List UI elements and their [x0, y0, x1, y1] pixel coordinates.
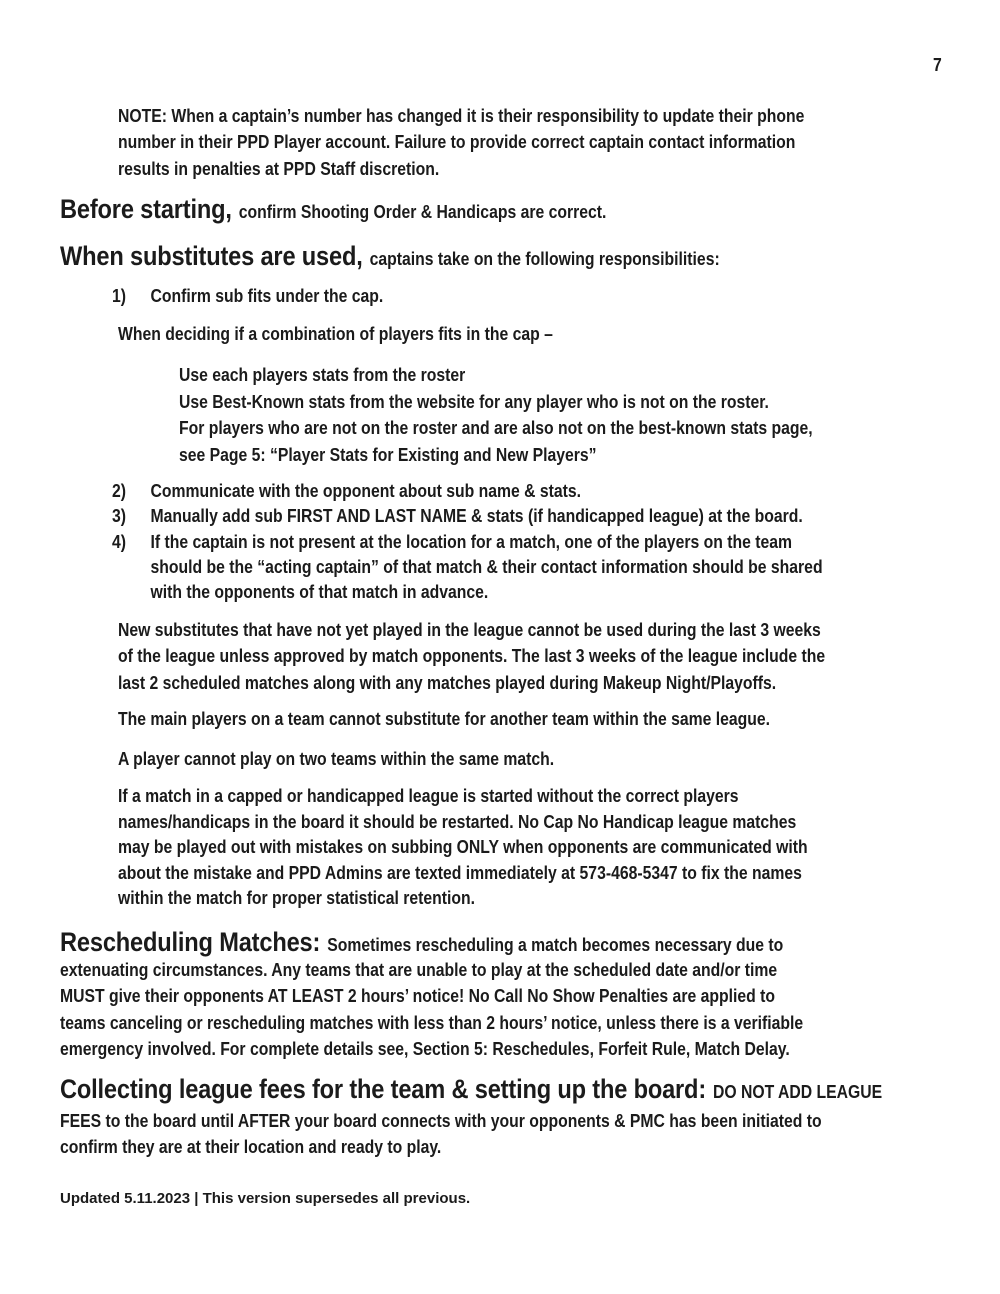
- instruction-line: Use each players stats from the roster: [179, 365, 466, 385]
- two-teams-paragraph: A player cannot play on two teams within the same match.: [118, 749, 555, 769]
- paragraph-line: teams canceling or rescheduling matches with less than 2 hours’ notice, unless there is a verifiable: [60, 1012, 804, 1033]
- note-line: NOTE: When a captain’s number has changed it is their responsibility to update their phone: [118, 106, 805, 126]
- section-heading-before-starting: Before starting,: [60, 194, 232, 224]
- paragraph-line: last 2 scheduled matches along with any matches played during Makeup Night/Playoffs.: [118, 672, 777, 693]
- capped-league-paragraph: [118, 784, 906, 912]
- list-item-3: [112, 504, 823, 529]
- section-heading-collecting-fees: Collecting league fees for the team & setting up the board:: [60, 1074, 707, 1104]
- section-heading-when-substitutes: When substitutes are used,: [60, 241, 363, 271]
- note-line: results in penalties at PPD Staff discretion.: [118, 158, 440, 179]
- list-item-1: [112, 283, 383, 309]
- section-before-starting: [60, 192, 606, 231]
- list-item-number: 4): [112, 531, 127, 552]
- paragraph-line: confirm they are at their location and ready to play.: [60, 1137, 442, 1157]
- collecting-fees-paragraph: [60, 1108, 930, 1160]
- section-collecting-fees-first-line: DO NOT ADD LEAGUE: [713, 1082, 883, 1102]
- paragraph-line: may be played out with mistakes on subbing ONLY when opponents are communicated with: [118, 837, 808, 858]
- paragraph-line: names/handicaps in the board it should be restarted. No Cap No Handicap league matches: [118, 811, 797, 832]
- paragraph-line: New substitutes that have not yet played in the league cannot be used during the last 3 weeks: [118, 620, 821, 640]
- main-players-paragraph: The main players on a team cannot substitute for another team within the same league.: [118, 709, 771, 729]
- list-item-number: [112, 580, 151, 605]
- list-item-number: 3): [112, 506, 127, 527]
- section-collecting-fees: [60, 1072, 882, 1111]
- list-item-text: with the opponents of that match in advance.: [150, 582, 489, 603]
- list-item-text: Confirm sub fits under the cap.: [150, 286, 384, 306]
- list-item-number: [112, 555, 151, 580]
- list-item-text: should be the “acting captain” of that match & their contact information should be shared: [150, 556, 823, 577]
- when-deciding-paragraph: When deciding if a combination of players fits in the cap –: [118, 324, 553, 344]
- version-footer: Updated 5.11.2023 | This version supersedes all previous.: [60, 1190, 471, 1207]
- instruction-line: Use Best-Known stats from the website for any player who is not on the roster.: [179, 391, 769, 412]
- rescheduling-paragraph: [60, 957, 909, 1063]
- paragraph-line: within the match for proper statistical retention.: [118, 888, 476, 909]
- list-item-number: 2): [112, 481, 127, 501]
- sub-stats-instructions: [179, 362, 903, 468]
- section-heading-rescheduling: Rescheduling Matches:: [60, 927, 321, 957]
- instruction-line: see Page 5: “Player Stats for Existing and New Players”: [179, 444, 597, 465]
- instruction-line: For players who are not on the roster and are also not on the best-known stats page,: [179, 418, 813, 438]
- list-item-4-wrap: [112, 555, 823, 580]
- list-item-4: [112, 530, 823, 555]
- section-rescheduling-first-line: Sometimes rescheduling a match becomes necessary due to: [327, 935, 784, 955]
- section-when-substitutes-text: captains take on the following responsibilities:: [369, 249, 720, 269]
- note-line: number in their PPD Player account. Failure to provide correct captain contact information: [118, 132, 796, 153]
- list-item-2: [112, 479, 823, 504]
- paragraph-line: about the mistake and PPD Admins are texted immediately at 573-468-5347 to fix the names: [118, 862, 802, 883]
- paragraph-line: extenuating circumstances. Any teams that are unable to play at the scheduled date and/or time: [60, 960, 778, 980]
- list-item-4-wrap: [112, 580, 823, 605]
- paragraph-line: of the league unless approved by match opponents. The last 3 weeks of the league include the: [118, 646, 826, 667]
- list-item-text: Manually add sub FIRST AND LAST NAME & stats (if handicapped league) at the board.: [150, 506, 803, 527]
- paragraph-line: FEES to the board until AFTER your board connects with your opponents & PMC has been initiated to: [60, 1111, 822, 1131]
- list-items-2-4: [112, 479, 924, 605]
- new-substitutes-paragraph: [118, 617, 926, 696]
- paragraph-line: If a match in a capped or handicapped league is started without the correct players: [118, 786, 739, 806]
- section-when-substitutes: [60, 239, 720, 278]
- list-item-number: 1): [112, 286, 127, 306]
- page-number: 7: [933, 55, 942, 75]
- section-before-starting-text: confirm Shooting Order & Handicaps are correct.: [238, 202, 607, 222]
- paragraph-line: MUST give their opponents AT LEAST 2 hours’ notice! No Call No Show Penalties are applied to: [60, 986, 775, 1007]
- list-item-text: Communicate with the opponent about sub name & stats.: [150, 481, 582, 501]
- paragraph-line: emergency involved. For complete details see, Section 5: Reschedules, Forfeit Rule, Match Delay.: [60, 1039, 790, 1060]
- list-item-text: If the captain is not present at the location for a match, one of the players on the team: [150, 531, 792, 552]
- note-paragraph: [118, 103, 902, 182]
